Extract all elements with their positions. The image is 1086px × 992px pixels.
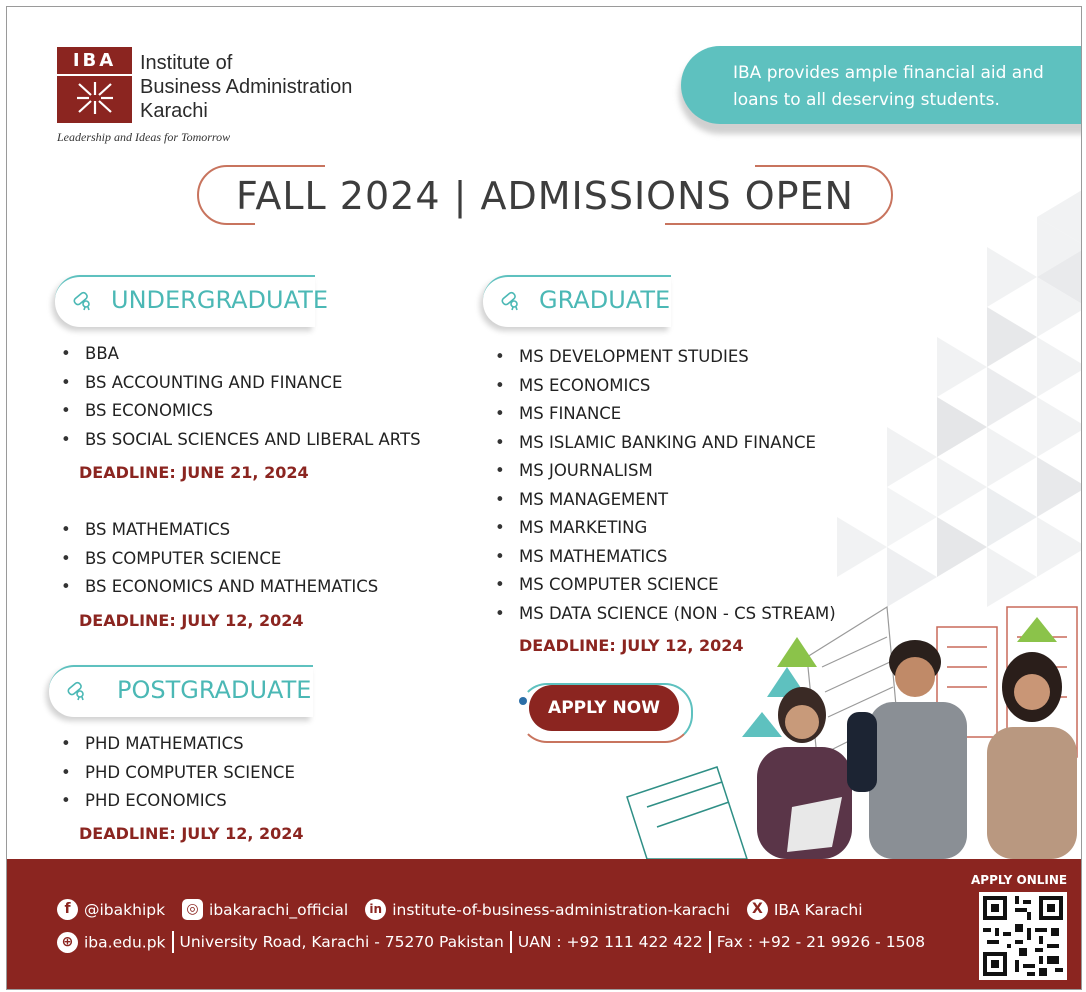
instagram-icon: ◎ xyxy=(182,899,203,920)
apply-now-button[interactable]: APPLY NOW xyxy=(529,685,679,731)
undergraduate-deadline-2: DEADLINE: JULY 12, 2024 xyxy=(79,611,304,630)
divider xyxy=(709,931,711,953)
contact-info xyxy=(57,931,925,953)
list-item: • MS MARKETING xyxy=(495,514,836,543)
footer xyxy=(7,859,1081,989)
logo-emblem xyxy=(57,47,132,123)
list-item: • BS ECONOMICS AND MATHEMATICS xyxy=(61,573,378,602)
undergraduate-deadline-1: DEADLINE: JUNE 21, 2024 xyxy=(79,463,309,482)
logo-mark-icon xyxy=(75,80,115,116)
postgraduate-header xyxy=(49,665,313,719)
admissions-poster xyxy=(6,6,1082,990)
list-item: • MS MATHEMATICS xyxy=(495,543,836,572)
list-item: • MS JOURNALISM xyxy=(495,457,836,486)
undergraduate-title: UNDERGRADUATE xyxy=(111,286,328,314)
globe-icon: ⊕ xyxy=(57,932,78,953)
facebook-link[interactable]: f @ibakhipk xyxy=(57,899,177,920)
graduate-header xyxy=(483,275,671,329)
logo-acronym: IBA xyxy=(72,50,117,71)
address: University Road, Karachi - 75270 Pakistan xyxy=(179,933,504,951)
website-link[interactable]: ⊕ iba.edu.pk xyxy=(57,932,166,953)
undergraduate-list-1 xyxy=(61,340,421,454)
list-item: • MS MANAGEMENT xyxy=(495,486,836,515)
list-item: • MS DEVELOPMENT STUDIES xyxy=(495,343,836,372)
list-item: • PHD MATHEMATICS xyxy=(61,730,295,759)
postgraduate-deadline: DEADLINE: JULY 12, 2024 xyxy=(79,824,304,843)
postgraduate-title: POSTGRADUATE xyxy=(117,676,312,704)
graduate-title: GRADUATE xyxy=(539,286,671,314)
undergraduate-header xyxy=(55,275,328,329)
apply-online-label: APPLY ONLINE xyxy=(971,873,1068,887)
list-item: • BS MATHEMATICS xyxy=(61,516,378,545)
list-item: • BS ECONOMICS xyxy=(61,397,421,426)
graduate-list xyxy=(495,343,836,628)
list-item: • PHD ECONOMICS xyxy=(61,787,295,816)
divider xyxy=(172,931,174,953)
x-icon: X xyxy=(747,899,768,920)
list-item: • BBA xyxy=(61,340,421,369)
institute-tagline: Leadership and Ideas for Tomorrow xyxy=(57,130,231,144)
undergraduate-list-2 xyxy=(61,516,378,602)
uan-number: UAN : +92 111 422 422 xyxy=(517,933,703,951)
list-item: • MS DATA SCIENCE (NON - CS STREAM) xyxy=(495,600,836,629)
x-link[interactable]: X IBA Karachi xyxy=(747,899,875,920)
list-item: • MS COMPUTER SCIENCE xyxy=(495,571,836,600)
list-item: • BS COMPUTER SCIENCE xyxy=(61,545,378,574)
facebook-icon: f xyxy=(57,899,78,920)
diploma-icon xyxy=(499,289,521,311)
qr-code-icon[interactable] xyxy=(979,892,1067,980)
diploma-icon xyxy=(65,679,87,701)
graduate-deadline: DEADLINE: JULY 12, 2024 xyxy=(519,636,744,655)
list-item: • BS ACCOUNTING AND FINANCE xyxy=(61,369,421,398)
list-item: • MS ISLAMIC BANKING AND FINANCE xyxy=(495,429,836,458)
instagram-link[interactable]: ◎ ibakarachi_official xyxy=(182,899,360,920)
financial-aid-text: IBA provides ample financial aid and loans to all deserving students. xyxy=(733,63,1044,110)
fax-number: Fax : +92 - 21 9926 - 1508 xyxy=(716,933,926,951)
financial-aid-banner xyxy=(681,46,1082,124)
divider xyxy=(510,931,512,953)
diploma-icon xyxy=(71,289,93,311)
page-title: FALL 2024 | ADMISSIONS OPEN xyxy=(236,174,854,218)
list-item: • MS FINANCE xyxy=(495,400,836,429)
linkedin-link[interactable]: in institute-of-business-administration-karachi xyxy=(365,899,742,920)
list-item: • BS SOCIAL SCIENCES AND LIBERAL ARTS xyxy=(61,426,421,455)
list-item: • PHD COMPUTER SCIENCE xyxy=(61,759,295,788)
linkedin-icon: in xyxy=(365,899,386,920)
list-item: • MS ECONOMICS xyxy=(495,372,836,401)
admissions-headline xyxy=(195,164,895,226)
postgraduate-list xyxy=(61,730,295,816)
social-links xyxy=(57,899,875,920)
institute-name: Institute of Business Administration Karachi xyxy=(140,52,353,122)
